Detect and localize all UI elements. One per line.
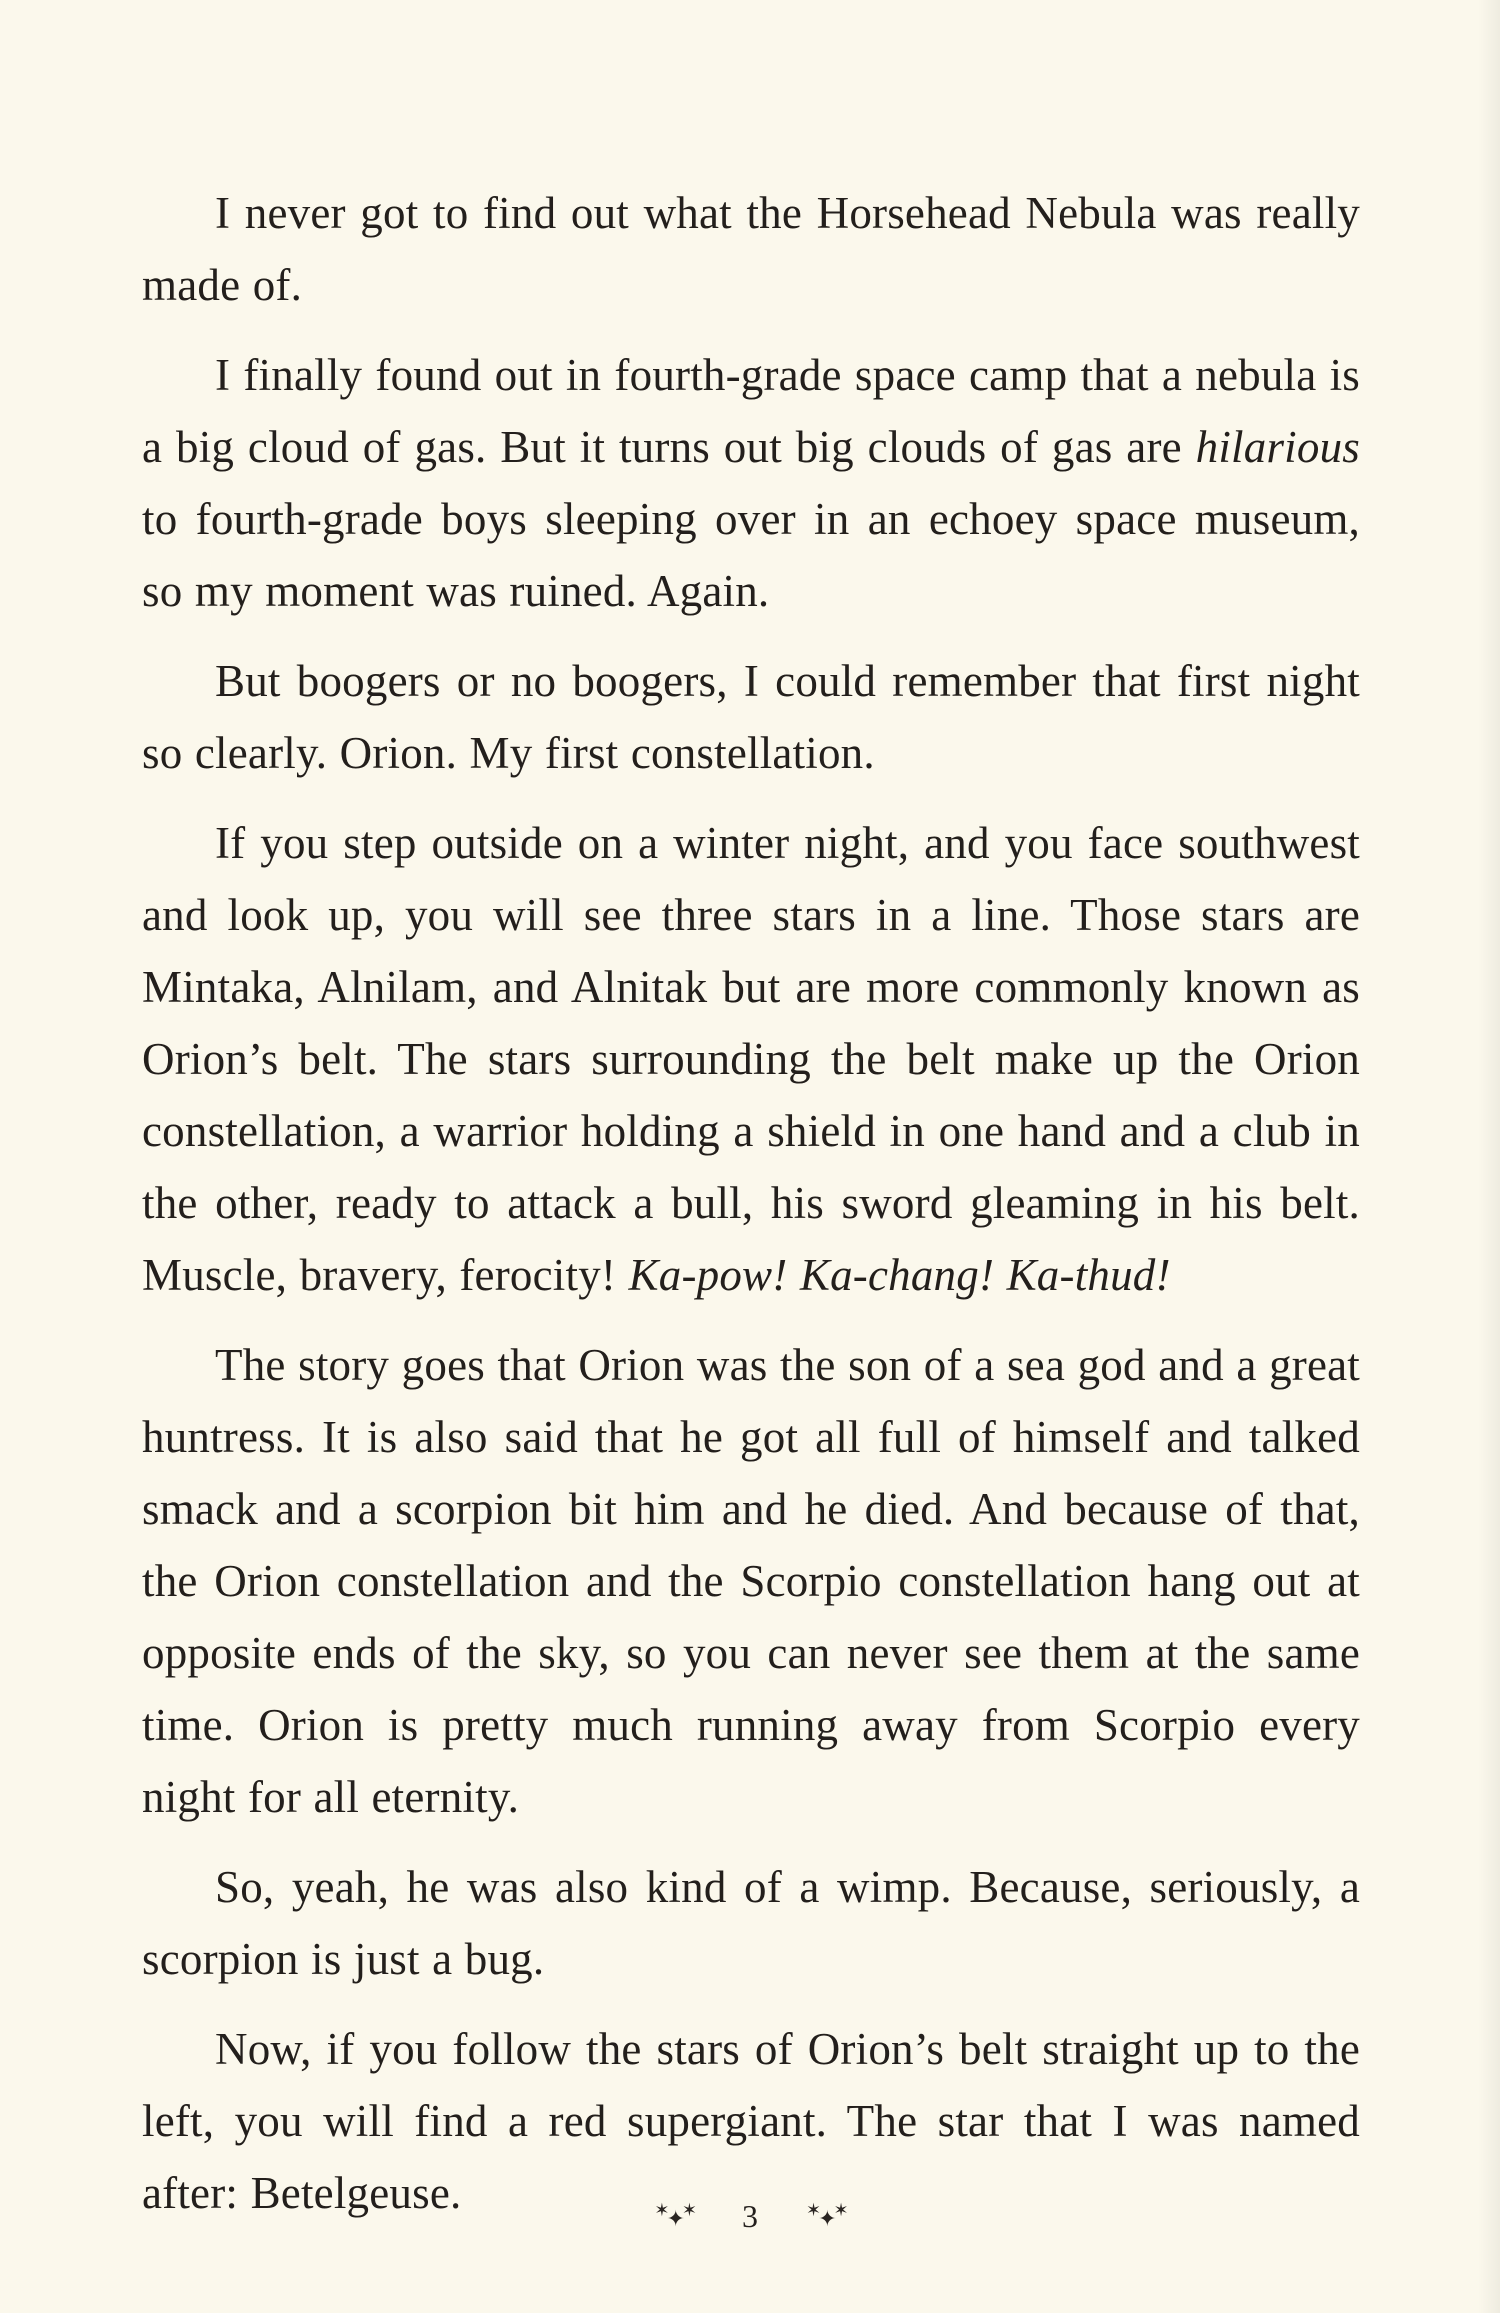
page-footer [0, 2192, 1500, 2236]
paragraph [142, 1329, 1360, 1833]
cross-star-icon: ✦ [666, 2206, 682, 2232]
text-run: I finally found out in fourth-grade space camp that a nebula is a big cloud of gas. But it turns out big clouds of gas are [142, 350, 1360, 472]
small-star-icon: ✶ [833, 2200, 846, 2221]
paragraph [142, 645, 1360, 789]
paragraph [142, 807, 1360, 1311]
paragraph [142, 177, 1360, 321]
text-run: Now, if you follow the stars of Orion’s belt straight up to the left, you will find a red supergiant. The star that I was named after: Betelgeuse. [142, 2024, 1360, 2218]
text-run: If you step outside on a winter night, and you face southwest and look up, you will see three stars in a line. Those stars are Mintaka, Alnilam, and Alnitak but are more commonly known as Orion’s belt. The stars surrounding the belt make up the Orion constellation, a warrior holding a shield in one hand and a club in the other, ready to attack a bull, his sword gleaming in his belt. Muscle, bravery, ferocity! [142, 818, 1360, 1300]
small-star-icon: ✶ [681, 2200, 694, 2221]
page-number: 3 [742, 2197, 758, 2234]
star-ornament-right-icon [806, 2195, 846, 2236]
page-edge-shadow [1478, 0, 1500, 2313]
small-star-icon: ✶ [654, 2200, 667, 2221]
cross-star-icon: ✦ [818, 2206, 834, 2232]
italic-text-run: hilarious [1195, 422, 1360, 472]
text-run: I never got to find out what the Horsehead Nebula was really made of. [142, 188, 1360, 310]
paragraph [142, 339, 1360, 627]
text-run: to fourth-grade boys sleeping over in an echoey space museum, so my moment was ruined. Again. [142, 494, 1360, 616]
text-run: So, yeah, he was also kind of a wimp. Because, seriously, a scorpion is just a bug. [142, 1862, 1360, 1984]
body-text [142, 177, 1360, 2247]
small-star-icon: ✶ [806, 2200, 819, 2221]
star-ornament-left-icon [654, 2195, 694, 2236]
text-run: But boogers or no boogers, I could remember that first night so clearly. Orion. My first constellation. [142, 656, 1360, 778]
paragraph [142, 1851, 1360, 1995]
text-run: The story goes that Orion was the son of a sea god and a great huntress. It is also said that he got all full of himself and talked smack and a scorpion bit him and he died. And because of that, the Orion constellation and the Scorpio constellation hang out at opposite ends of the sky, so you can never see them at the same time. Orion is pretty much running away from Scorpio every night for all eternity. [142, 1340, 1360, 1822]
italic-text-run: Ka-pow! Ka-chang! Ka-thud! [628, 1250, 1171, 1300]
